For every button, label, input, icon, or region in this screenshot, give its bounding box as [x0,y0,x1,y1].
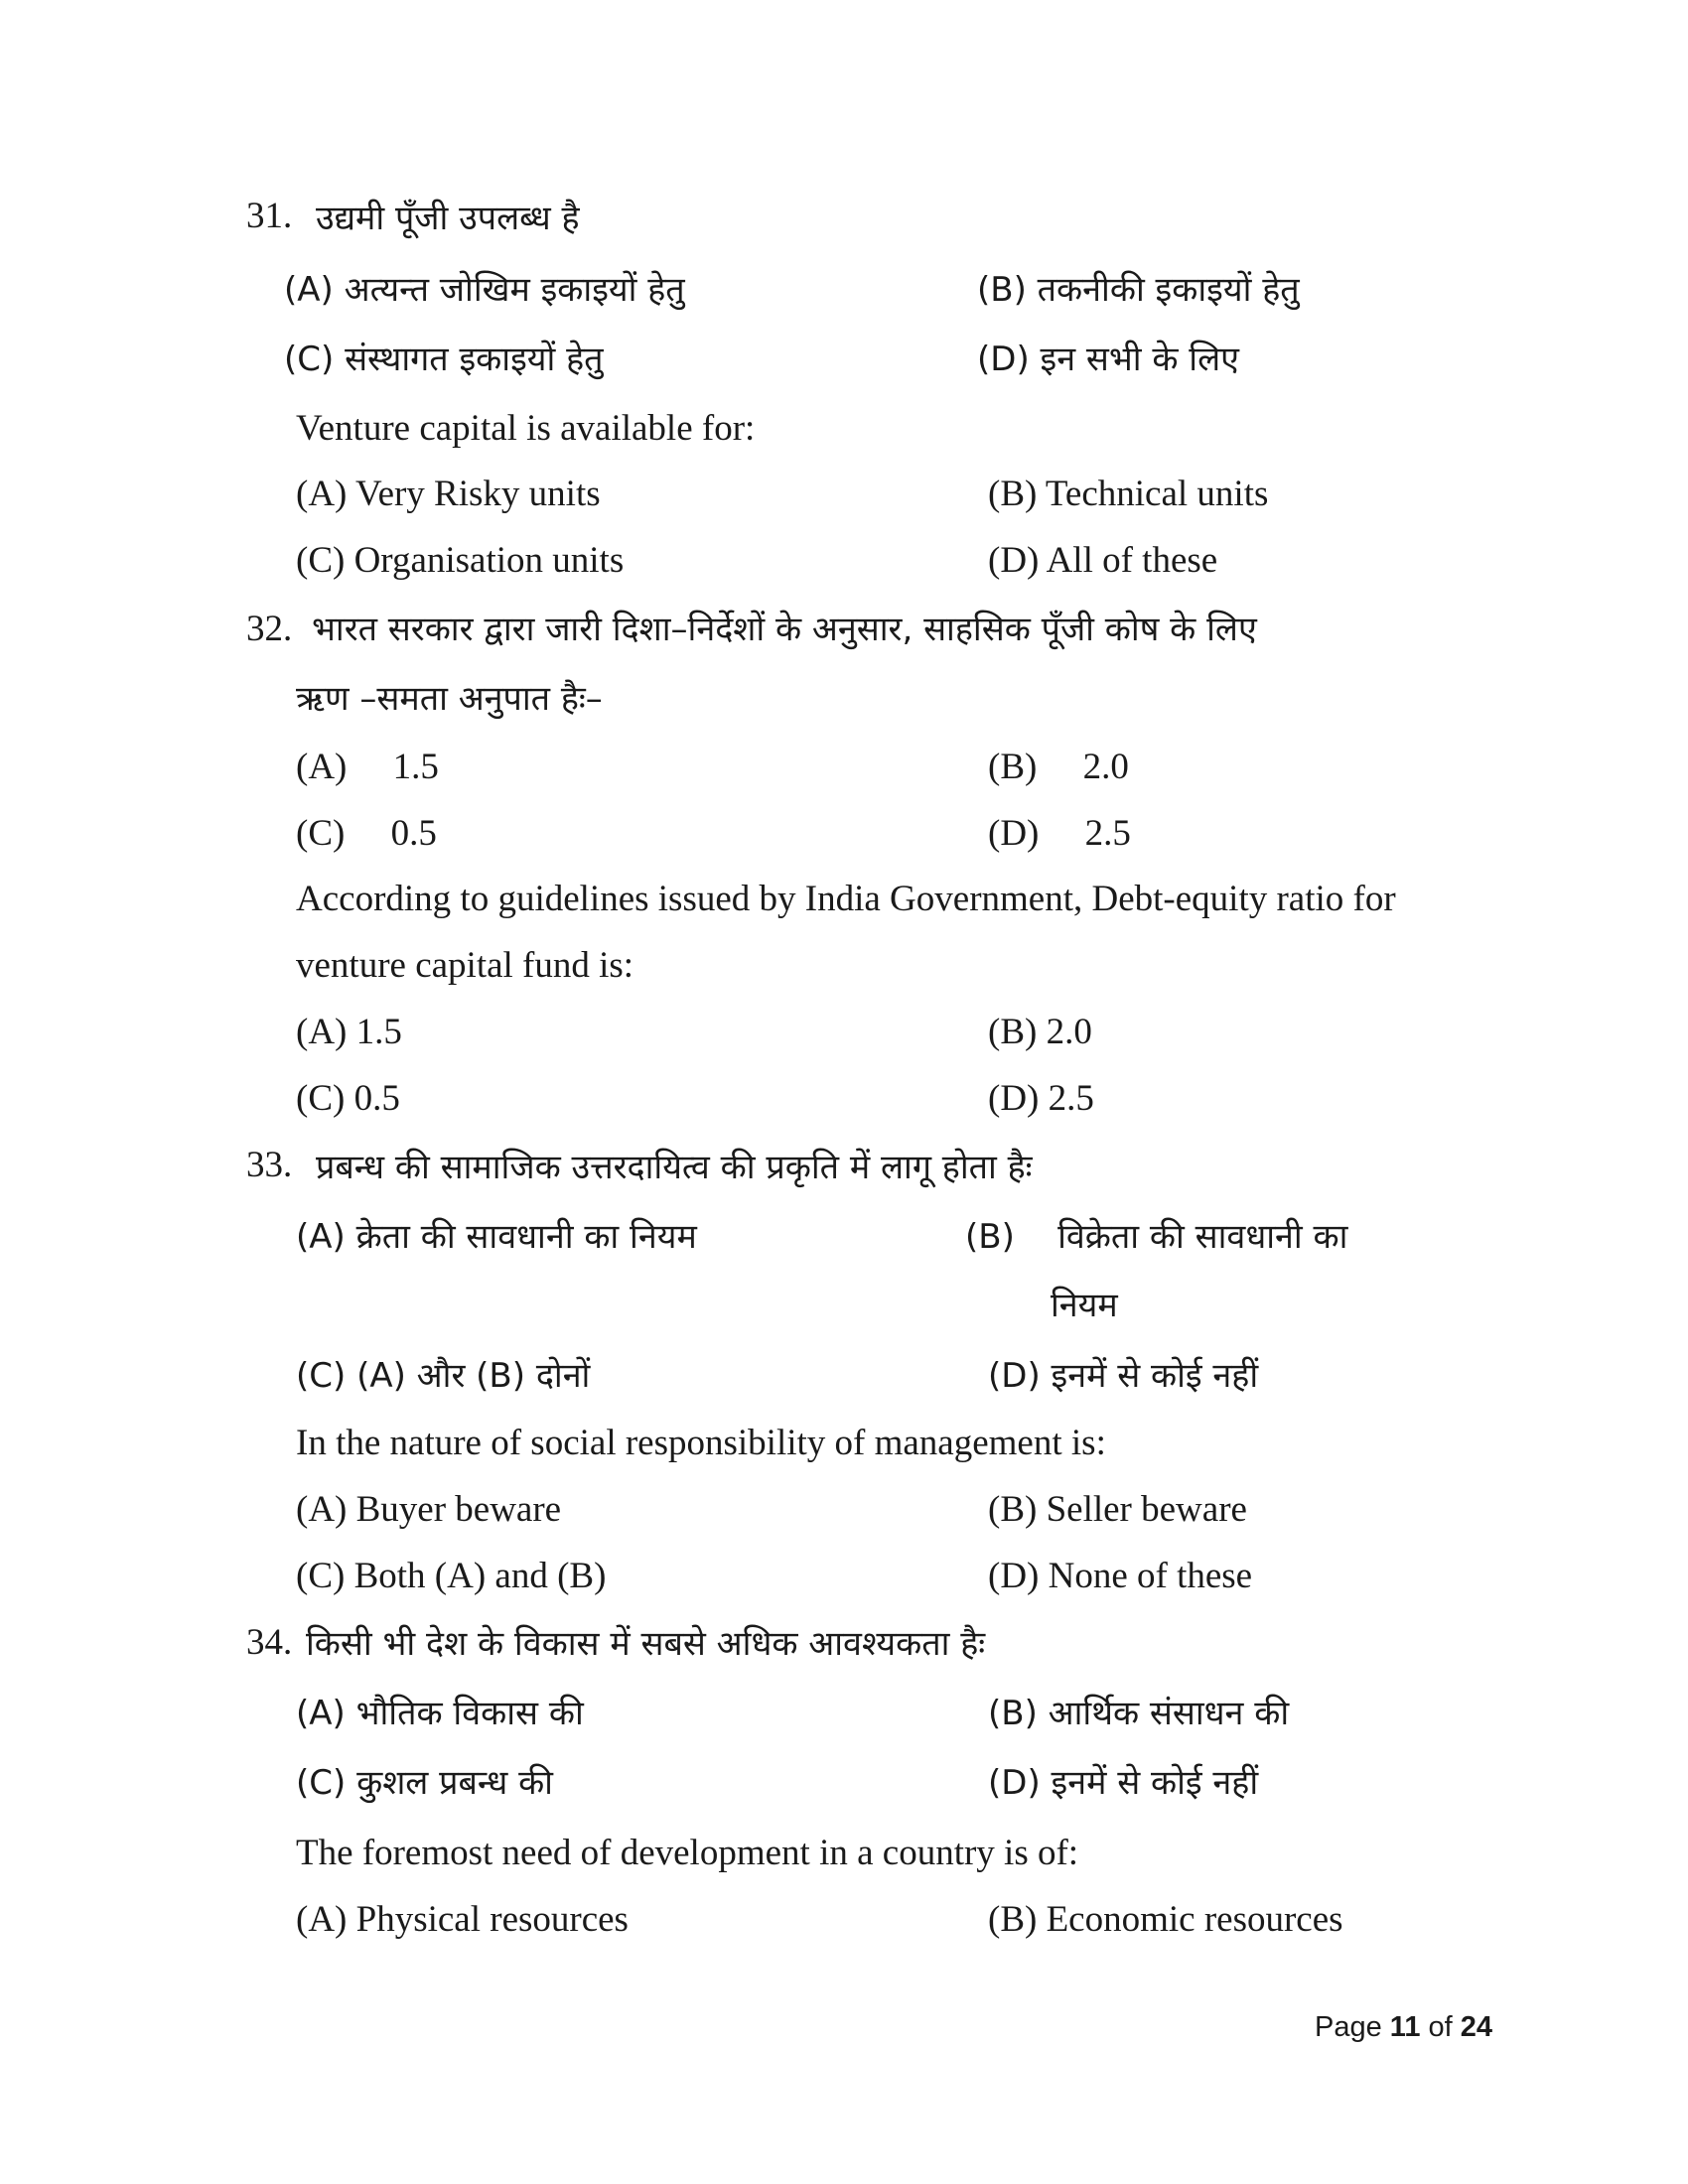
q32-hindi-option-b: (B) 2.0 [988,747,1129,787]
q33-english-option-c: (C) Both (A) and (B) [296,1556,607,1596]
question-33-number: 33. [246,1145,293,1185]
q34-hindi-option-b: (B) आर्थिक संसाधन की [988,1694,1290,1733]
q32-hindi-option-c: (C) 0.5 [296,813,437,854]
q31-hindi-option-a: (A) अत्यन्त जोखिम इकाइयों हेतु [284,270,685,310]
q33-english-option-d: (D) None of these [988,1556,1253,1596]
question-33-hindi: प्रबन्ध की सामाजिक उत्तरदायित्व की प्रकृति में लागू होता हैः [316,1148,1033,1187]
question-33-english: In the nature of social responsibility of management is: [296,1423,1106,1463]
q34-hindi-option-a: (A) भौतिक विकास की [296,1694,584,1733]
question-32-hindi-line1: भारत सरकार द्वारा जारी दिशा–निर्देशों के अनुसार, साहसिक पूँजी कोष के लिए [312,610,1257,649]
q33-hindi-option-d: (D) इनमें से कोई नहीं [988,1356,1259,1396]
question-31-hindi: उद्यमी पूँजी उपलब्ध है [316,199,580,238]
question-32-english-line2: venture capital fund is: [296,945,634,986]
question-31-number: 31. [246,196,293,236]
q34-hindi-option-c: (C) कुशल प्रबन्ध की [296,1763,553,1803]
q31-english-option-b: (B) Technical units [988,474,1269,514]
question-31-english: Venture capital is available for: [296,408,756,449]
q32-hindi-option-a: (A) 1.5 [296,747,439,787]
question-32-number: 32. [246,609,293,649]
q33-hindi-option-b-line2: नियम [1051,1286,1118,1325]
question-34-number: 34. [246,1622,293,1663]
q31-english-option-d: (D) All of these [988,540,1218,581]
q33-hindi-option-b-line1: (B) विक्रेता की सावधानी का [965,1217,1348,1257]
q32-english-option-b: (B) 2.0 [988,1012,1092,1052]
q31-hindi-option-d: (D) इन सभी के लिए [977,340,1239,379]
question-32-hindi-line2: ऋण –समता अनुपात हैः– [296,679,603,719]
q31-english-option-a: (A) Very Risky units [296,474,601,514]
q31-hindi-option-c: (C) संस्थागत इकाइयों हेतु [284,340,604,379]
q31-hindi-option-b: (B) तकनीकी इकाइयों हेतु [977,270,1300,310]
q32-english-option-c: (C) 0.5 [296,1078,400,1119]
q33-english-option-b: (B) Seller beware [988,1489,1247,1530]
q34-hindi-option-d: (D) इनमें से कोई नहीं [988,1763,1259,1803]
q32-english-option-d: (D) 2.5 [988,1078,1094,1119]
question-34-hindi: किसी भी देश के विकास में सबसे अधिक आवश्यकता हैः [306,1624,986,1664]
page-number-current: 11 [1389,2011,1421,2043]
q32-hindi-option-d: (D) 2.5 [988,813,1131,854]
question-32-english-line1: According to guidelines issued by India Government, Debt-equity ratio for [296,879,1396,919]
q31-english-option-c: (C) Organisation units [296,540,625,581]
page-number [1315,2011,1492,2044]
page-number-middle: of [1420,2011,1461,2043]
page-number-prefix: Page [1315,2011,1390,2043]
page-number-total: 24 [1460,2011,1493,2043]
question-34-english: The foremost need of development in a country is of: [296,1833,1079,1873]
q33-hindi-option-a: (A) क्रेता की सावधानी का नियम [296,1217,697,1257]
q32-english-option-a: (A) 1.5 [296,1012,402,1052]
q33-hindi-option-c: (C) (A) और (B) दोनों [296,1356,591,1396]
q33-english-option-a: (A) Buyer beware [296,1489,562,1530]
q34-english-option-b: (B) Economic resources [988,1899,1343,1940]
q34-english-option-a: (A) Physical resources [296,1899,629,1940]
